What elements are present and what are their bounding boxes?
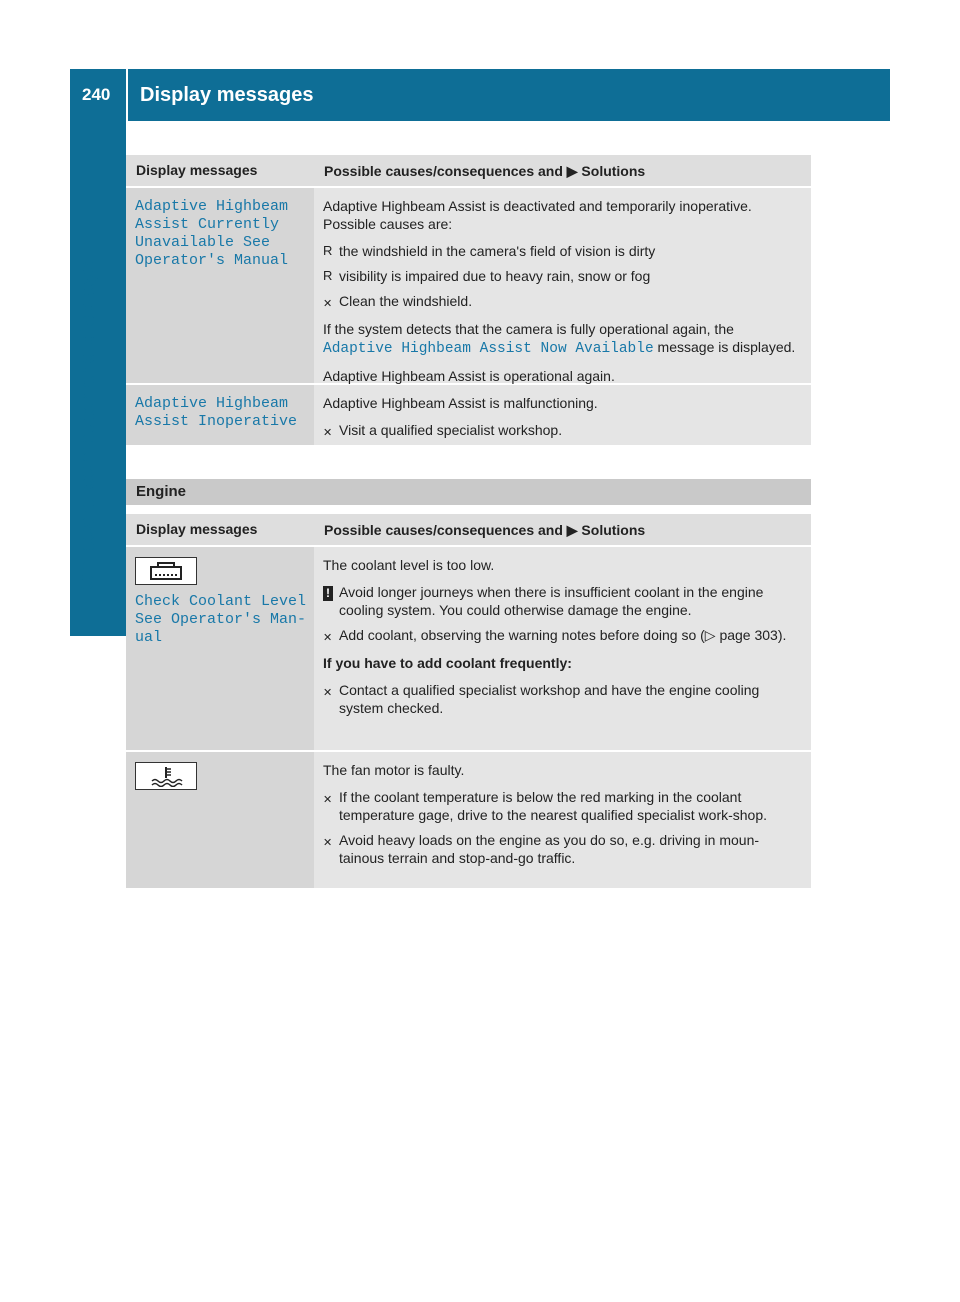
list-item-text: the windshield in the camera's field of vision is dirty: [339, 243, 656, 259]
coolant-temperature-icon: [135, 762, 197, 790]
solution-step: [323, 831, 803, 867]
col-header-messages: Display messages: [136, 521, 258, 537]
action-arrow-icon: ✕: [323, 632, 333, 644]
cause-text: Adaptive Highbeam Assist is malfunctioning.: [323, 395, 598, 411]
solution-text: Clean the windshield.: [339, 293, 473, 309]
table-row: [126, 752, 811, 890]
message-line: Operator's Manual: [135, 252, 289, 269]
subheading: If you have to add coolant frequently:: [323, 655, 572, 671]
solution-step: [323, 292, 803, 313]
action-arrow-icon: ✕: [323, 794, 333, 806]
solution-text: Avoid heavy loads on the engine as you do so, e.g. driving in moun-tainous terrain and stop-and-go traffic.: [339, 832, 760, 866]
solution-step: [323, 788, 803, 824]
action-arrow-icon: ✕: [323, 298, 333, 310]
message-code: Adaptive Highbeam Assist Now Available: [323, 341, 654, 357]
causes-cell: [314, 385, 811, 445]
solution-step: [323, 681, 803, 717]
solution-text: Add coolant, observing the warning notes before doing so (▷ page 303).: [339, 627, 787, 643]
page-title: Display messages: [140, 83, 314, 106]
coolant-reservoir-icon: [135, 557, 197, 585]
note-text: [323, 320, 803, 358]
message-line: Adaptive Highbeam: [135, 198, 289, 215]
section-title: Engine: [136, 483, 187, 500]
col-header-messages: Display messages: [136, 162, 258, 178]
table-header: [126, 155, 811, 188]
table-row: [126, 188, 811, 385]
page-number: 240: [82, 85, 111, 104]
action-arrow-icon: ✕: [323, 687, 333, 699]
list-item: [323, 242, 803, 260]
note-post: message is displayed.: [657, 339, 796, 355]
message-line: Check Coolant Level: [135, 593, 307, 610]
action-arrow-icon: ✕: [323, 427, 333, 439]
causes-cell: [314, 188, 811, 383]
solution-step: [323, 421, 803, 442]
solution-step: [323, 626, 803, 647]
list-item-text: visibility is impaired due to heavy rain, snow or fog: [339, 268, 651, 284]
solution-text: Contact a qualified specialist workshop and have the engine cooling system checked.: [339, 682, 760, 716]
solution-text: Visit a qualified specialist workshop.: [339, 422, 563, 438]
causes-cell: [314, 752, 811, 888]
table-header: [126, 514, 811, 547]
bullet-icon: R: [323, 243, 333, 258]
causes-cell: [314, 547, 811, 750]
bullet-icon: R: [323, 268, 333, 283]
table-row: [126, 547, 811, 752]
cause-text: Adaptive Highbeam Assist is deactivated and temporarily inoperative. Possible causes are:: [323, 198, 752, 232]
final-text: Adaptive Highbeam Assist is operational again.: [323, 368, 615, 384]
cause-text: The coolant level is too low.: [323, 557, 495, 573]
engine-messages-table: [126, 514, 811, 890]
warning-text: Avoid longer journeys when there is insufficient coolant in the engine cooling system. You could otherwise damage the engine.: [339, 584, 764, 618]
message-line: Adaptive Highbeam: [135, 395, 289, 412]
message-line: See Operator's Man‑: [135, 611, 307, 628]
message-cell: [126, 752, 314, 888]
list-item: [323, 267, 803, 285]
message-cell: [126, 547, 314, 750]
section-heading-engine: [126, 479, 811, 505]
message-line: Assist Inoperative: [135, 413, 298, 430]
message-cell: [126, 188, 314, 383]
message-line: Assist Currently: [135, 216, 280, 233]
col-header-causes: Possible causes/consequences and ▶ Solutions: [324, 522, 646, 538]
warning-note: [323, 583, 803, 619]
note-pre: If the system detects that the camera is fully operational again, the: [323, 321, 734, 337]
message-cell: [126, 385, 314, 445]
message-line: ual: [135, 629, 163, 646]
table-row: [126, 385, 811, 447]
cause-text: The fan motor is faulty.: [323, 762, 465, 778]
warning-icon: !: [323, 583, 339, 619]
message-line: Unavailable See: [135, 234, 271, 251]
col-header-causes: Possible causes/consequences and ▶ Solutions: [324, 163, 646, 179]
header-bar: [70, 69, 890, 121]
side-chapter-label: On-board computer and displays: [76, 260, 99, 590]
solution-text: If the coolant temperature is below the red marking in the coolant temperature gage, drive to the nearest qualified specialist work-shop.: [339, 789, 768, 823]
display-messages-table: [126, 155, 811, 447]
action-arrow-icon: ✕: [323, 837, 333, 849]
